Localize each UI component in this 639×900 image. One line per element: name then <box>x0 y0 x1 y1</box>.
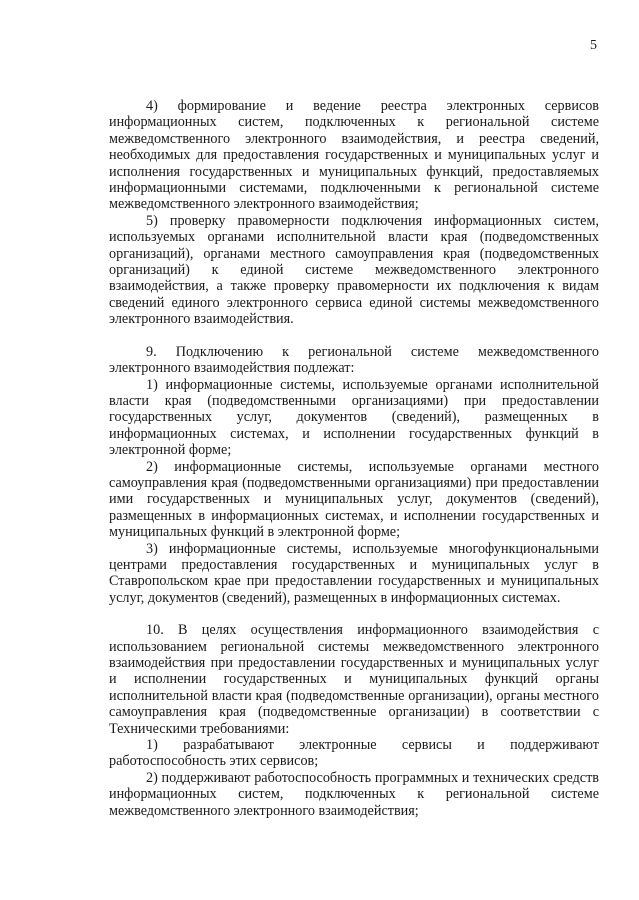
paragraph-clause-10-item-2: 2) поддерживают работоспособность программных и технических средств информационных систем, подключенных к региональной системе межведомственного электронного взаимодействия; <box>109 769 599 819</box>
paragraph-item-4: 4) формирование и ведение реестра электронных сервисов информационных систем, подключенных к региональной системе межведомственного электронного взаимодействия, и реестра сведений, необходимых для предоставления государственных и муниципальных услуг и исполнения государственных и муниципальных функций, предоставляемых информационными системами, подключенными к региональной системе межведомственного электронного взаимодействия; <box>109 98 599 213</box>
paragraph-clause-10-item-1: 1) разрабатывают электронные сервисы и поддерживают работоспособность этих сервисов; <box>109 737 599 770</box>
paragraph-clause-9-item-2: 2) информационные системы, используемые органами местного самоуправления края (подведомственными организациями) при предоставлении ими государственных и муниципальных услуг, документов (сведений), размещенных в информационных системах, и исполнении государственных и муниципальных функций в электронной форме; <box>109 458 599 541</box>
page-number: 5 <box>590 38 597 53</box>
document-body <box>109 98 599 819</box>
paragraph-clause-9: 9. Подключению к региональной системе межведомственного электронного взаимодействия подлежат: <box>109 343 599 377</box>
paragraph-clause-9-item-1: 1) информационные системы, используемые органами исполнительной власти края (подведомственными организациями) при предоставлении государственных услуг, документов (сведений), размещенных в информационных системах, и исполнении государственных функций в электронной форме; <box>109 376 599 459</box>
paragraph-clause-10: 10. В целях осуществления информационного взаимодействия с использованием региональной системы межведомственного электронного взаимодействия при предоставлении государственных и муниципальных услуг и исполнении государственных и муниципальных функций органы исполнительной власти края (подведомственные организации), органы местного самоуправления края (подведомственные организации) в соответствии с Техническими требованиями: <box>109 622 599 737</box>
paragraph-clause-9-item-3: 3) информационные системы, используемые многофункциональными центрами предоставления государственных и муниципальных услуг в Ставропольском крае при предоставлении государственных и муниципальных услуг, документов (сведений), размещенных в информационных системах. <box>109 540 599 606</box>
paragraph-item-5: 5) проверку правомерности подключения информационных систем, используемых органами исполнительной власти края (подведомственных организаций), органами местного самоуправления края (подведомственных организаций) к единой системе межведомственного электронного взаимодействия, а также проверку правомерности их подключения к видам сведений единого электронного сервиса единой системы межведомственного электронного взаимодействия. <box>109 212 599 328</box>
